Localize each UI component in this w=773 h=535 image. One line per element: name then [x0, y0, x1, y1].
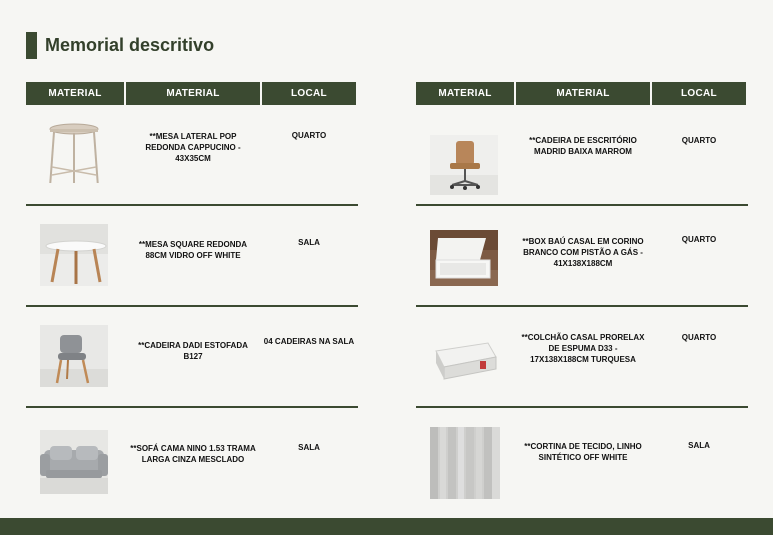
materials-table-right	[416, 82, 748, 509]
curtain-icon	[430, 427, 500, 499]
header-material-description: MATERIAL	[516, 82, 650, 105]
header-local: LOCAL	[652, 82, 746, 105]
table-header	[416, 82, 748, 105]
item-description: **SOFÁ CAMA NINO 1.53 TRAMA LARGA CINZA MESCLADO	[130, 444, 256, 464]
item-local: SALA	[298, 443, 320, 452]
materials-table-left	[26, 82, 358, 509]
item-description: **COLCHÃO CASAL PRORELAX DE ESPUMA D33 - 17X138X188CM TURQUESA	[521, 333, 645, 364]
item-description: **CORTINA DE TECIDO, LINHO SINTÉTICO OFF WHITE	[524, 442, 642, 462]
page-header	[26, 32, 214, 59]
table-row	[26, 307, 358, 408]
item-local: QUARTO	[291, 131, 327, 140]
title-accent-bar	[26, 32, 37, 59]
sofa-bed-icon	[40, 430, 108, 494]
item-description: **BOX BAÚ CASAL EM CORINO BRANCO COM PISTÃO A GÁS - 41X138X188CM	[522, 237, 644, 268]
header-material-image: MATERIAL	[416, 82, 514, 105]
page-title: Memorial descritivo	[45, 35, 215, 55]
item-local: QUARTO	[681, 333, 717, 342]
dining-table-icon	[40, 224, 108, 286]
table-row	[26, 408, 358, 509]
item-local: 04 CADEIRAS NA SALA	[263, 337, 355, 346]
header-local: LOCAL	[262, 82, 356, 105]
header-material-description: MATERIAL	[126, 82, 260, 105]
item-local: QUARTO	[681, 235, 717, 244]
item-description: **MESA LATERAL POP REDONDA CAPPUCINO - 43X35CM	[145, 132, 241, 163]
table-header	[26, 82, 358, 105]
item-description: **CADEIRA DADI ESTOFADA B127	[138, 341, 248, 361]
item-description: **CADEIRA DE ESCRITÓRIO MADRID BAIXA MARROM	[529, 136, 637, 156]
item-local: SALA	[688, 441, 710, 450]
office-chair-icon	[430, 135, 498, 195]
table-row	[26, 206, 358, 307]
item-local: SALA	[298, 238, 320, 247]
footer-bar	[0, 518, 773, 535]
side-table-icon	[40, 123, 108, 183]
table-row	[416, 307, 748, 408]
table-row	[416, 408, 748, 509]
item-description: **MESA SQUARE REDONDA 88CM VIDRO OFF WHITE	[138, 240, 248, 260]
header-material-image: MATERIAL	[26, 82, 124, 105]
table-row	[416, 105, 748, 206]
table-row	[26, 105, 358, 206]
item-local: QUARTO	[681, 136, 717, 145]
table-row	[416, 206, 748, 307]
box-bed-icon	[430, 230, 498, 286]
mattress-icon	[430, 329, 498, 389]
chair-icon	[40, 325, 108, 387]
